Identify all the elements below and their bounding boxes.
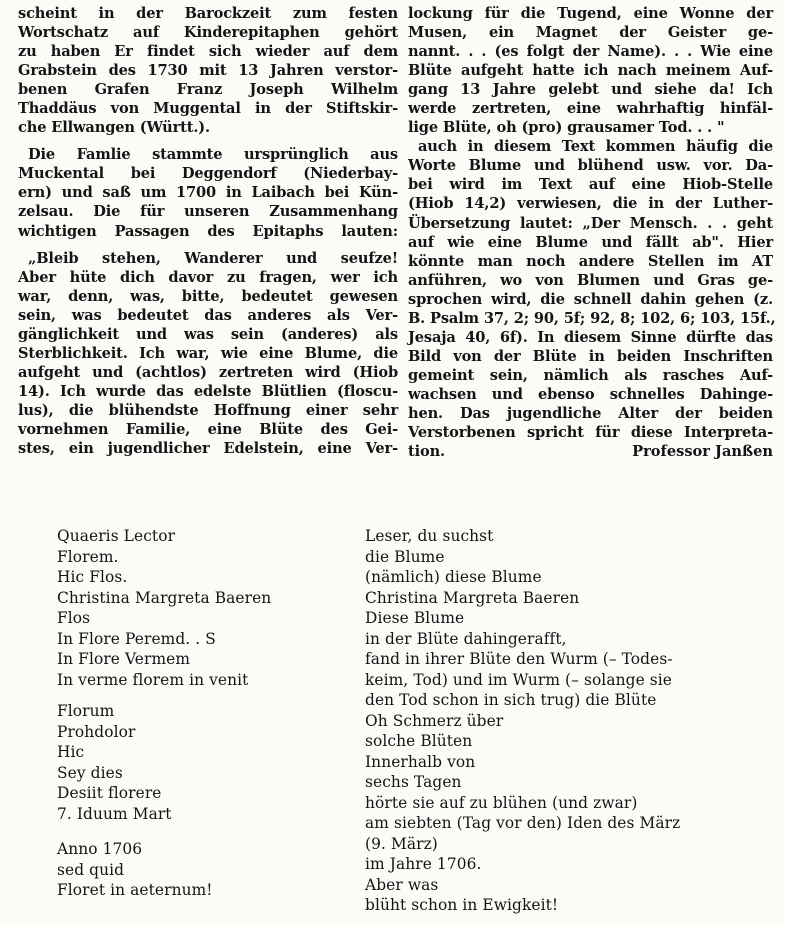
closing-line xyxy=(408,442,773,461)
text-line: lockung für die Tugend, eine Wonne der xyxy=(408,5,773,22)
text-line: Verstorbenen spricht für diese Interpreta- xyxy=(408,424,773,442)
text-line: Muckental bei Deggendorf (Niederbay- xyxy=(18,165,398,183)
author-signature: Professor Janßen xyxy=(632,443,773,461)
text-line: nannt. . . (es folgt der Name). . . Wie eine xyxy=(408,43,773,61)
paragraph xyxy=(18,249,398,459)
verse-line: Florum xyxy=(57,702,115,720)
verse-line: Sey dies xyxy=(57,763,123,782)
text-line: aufgeht und (achtlos) zertreten wird (Hiob xyxy=(18,363,398,381)
text-line: Musen, ein Magnet der Geister ge- xyxy=(408,24,773,42)
text-line: Worte Blume und blühend usw. vor. Da- xyxy=(408,157,773,175)
text-line: Jesaja 40, 6f). In diesem Sinne dürfte das xyxy=(408,328,773,346)
text-line: wachsen und ebenso schnelles Dahinge- xyxy=(408,385,773,403)
verse-line: Aber was xyxy=(365,875,439,894)
text-line: bei wird im Text auf eine Hiob-Stelle xyxy=(408,176,773,194)
text-line: auch in diesem Text kommen häufig die xyxy=(418,138,773,156)
text-line: sein, was bedeutet das anderes als Ver- xyxy=(18,306,398,324)
text-line: zelsau. Die für unseren Zusammenhang xyxy=(18,203,398,221)
text-line: ern) und saß um 1700 in Laibach bei Kün- xyxy=(18,184,398,202)
text-line: war, denn, was, bitte, bedeutet gewesen xyxy=(18,287,398,305)
text-line: sprochen wird, die schnell dahin gehen (z. xyxy=(408,290,773,308)
text-line: gemeint sein, nämlich als rasches Auf- xyxy=(408,366,773,384)
text-line: gänglichkeit und was sein (anderes) als xyxy=(18,325,398,343)
verse-line: die Blume xyxy=(365,547,445,566)
verse-line: Flos xyxy=(57,609,91,627)
text-line: scheint in der Barockzeit zum festen xyxy=(18,5,398,22)
verse-line: (nämlich) diese Blume xyxy=(365,568,542,586)
text-line: lus), die blühendste Hoffnung einer sehr xyxy=(18,401,398,419)
verse-line: Floret in aeternum! xyxy=(57,881,213,899)
verse-line: hörte sie auf zu blühen (und zwar) xyxy=(365,793,638,812)
verse-line: Christina Margreta Baeren xyxy=(57,588,272,607)
stanza xyxy=(57,701,347,824)
article-column-right xyxy=(408,4,776,461)
verse-line: Quaeris Lector xyxy=(57,527,176,545)
verse-line: Diese Blume xyxy=(365,609,465,627)
text-line: gang 13 Jahre gelebt und siehe da! Ich xyxy=(408,81,773,99)
paragraph xyxy=(18,145,398,240)
verse-line: Prohdolor xyxy=(57,722,136,741)
verse-line: Desiit florere xyxy=(57,784,162,802)
text-line: Übersetzung lautet: „Der Mensch. . . geht xyxy=(408,214,773,232)
paragraph xyxy=(18,4,398,137)
inscription-latin xyxy=(57,526,347,901)
paragraph xyxy=(408,4,773,137)
paragraph xyxy=(408,137,776,461)
text-line: Grabstein des 1730 mit 13 Jahren verstor- xyxy=(18,62,398,80)
text-line: auf wie eine Blume und fällt ab". Hier xyxy=(408,233,773,251)
text-line: che Ellwangen (Württ.). xyxy=(18,119,210,137)
verse-line: Florem. xyxy=(57,547,119,566)
text-line: Sterblichkeit. Ich war, wie eine Blume, die xyxy=(18,344,398,362)
stanza xyxy=(57,839,347,901)
verse-line: Hic Flos. xyxy=(57,568,128,586)
text-line: tion. xyxy=(408,443,445,461)
verse-line: am siebten (Tag vor den) Iden des März xyxy=(365,814,681,832)
text-line: Thaddäus von Muggental in der Stiftskir- xyxy=(18,100,398,118)
verse-line: im Jahre 1706. xyxy=(365,855,482,873)
text-line: werde zertreten, eine wahrhaftig hinfäl- xyxy=(408,100,773,118)
verse-line: In Flore Vermem xyxy=(57,650,191,668)
text-line: wichtigen Passagen des Epitaphs lauten: xyxy=(18,222,398,240)
verse-line: 7. Iduum Mart xyxy=(57,804,172,823)
text-line: könnte man noch andere Stellen im AT xyxy=(408,252,773,270)
text-line: Blüte aufgeht hatte ich nach meinem Auf- xyxy=(408,62,773,80)
text-line: Aber hüte dich davor zu fragen, wer ich xyxy=(18,268,398,286)
verse-line: den Tod schon in sich trug) die Blüte xyxy=(365,691,657,709)
verse-line: In Flore Peremd. . S xyxy=(57,629,216,648)
text-line: hen. Das jugendliche Alter der beiden xyxy=(408,404,773,422)
text-line: B. Psalm 37, 2; 90, 5f; 92, 8; 102, 6; 103, 15f., xyxy=(408,309,776,327)
text-line: Bild von der Blüte in beiden Inschriften xyxy=(408,347,773,365)
verse-line: sed quid xyxy=(57,860,125,879)
text-line: lige Blüte, oh (pro) grausamer Tod. . . " xyxy=(408,119,725,137)
verse-line: Christina Margreta Baeren xyxy=(365,588,580,607)
verse-line: solche Blüten xyxy=(365,732,473,750)
article-column-left xyxy=(18,4,398,458)
verse-line: in der Blüte dahingerafft, xyxy=(365,629,567,648)
verse-line: Oh Schmerz über xyxy=(365,711,504,730)
verse-line: Innerhalb von xyxy=(365,752,476,771)
text-line: zu haben Er findet sich wieder auf dem xyxy=(18,43,398,61)
text-line: Wortschatz auf Kinderepitaphen gehört xyxy=(18,24,398,42)
verse-line: blüht schon in Ewigkeit! xyxy=(365,896,559,914)
verse-line: sechs Tagen xyxy=(365,773,462,791)
text-line: „Bleib stehen, Wanderer und seufze! xyxy=(28,249,398,267)
text-line: Die Famlie stammte ursprünglich aus xyxy=(28,146,398,164)
verse-line: Hic xyxy=(57,743,85,761)
stanza xyxy=(57,526,347,690)
text-line: stes, ein jugendlicher Edelstein, eine Ver- xyxy=(18,440,398,458)
verse-line: In verme florem in venit xyxy=(57,670,249,689)
verse-line: (9. März) xyxy=(365,834,438,853)
inscription-translation xyxy=(365,526,775,916)
verse-line: Leser, du suchst xyxy=(365,527,494,545)
text-line: benen Grafen Franz Joseph Wilhelm xyxy=(18,81,398,99)
text-line: vornehmen Familie, eine Blüte des Gei- xyxy=(18,420,398,438)
verse-line: keim, Tod) und im Wurm (– solange sie xyxy=(365,670,672,689)
text-line: (Hiob 14,2) verwiesen, die in der Luther- xyxy=(408,195,773,213)
text-line: 14). Ich wurde das edelste Blütlien (floscu- xyxy=(18,382,398,400)
verse-line: Anno 1706 xyxy=(57,840,143,858)
verse-line: fand in ihrer Blüte den Wurm (– Todes- xyxy=(365,650,673,668)
text-line: anführen, wo von Blumen und Gras ge- xyxy=(408,271,773,289)
